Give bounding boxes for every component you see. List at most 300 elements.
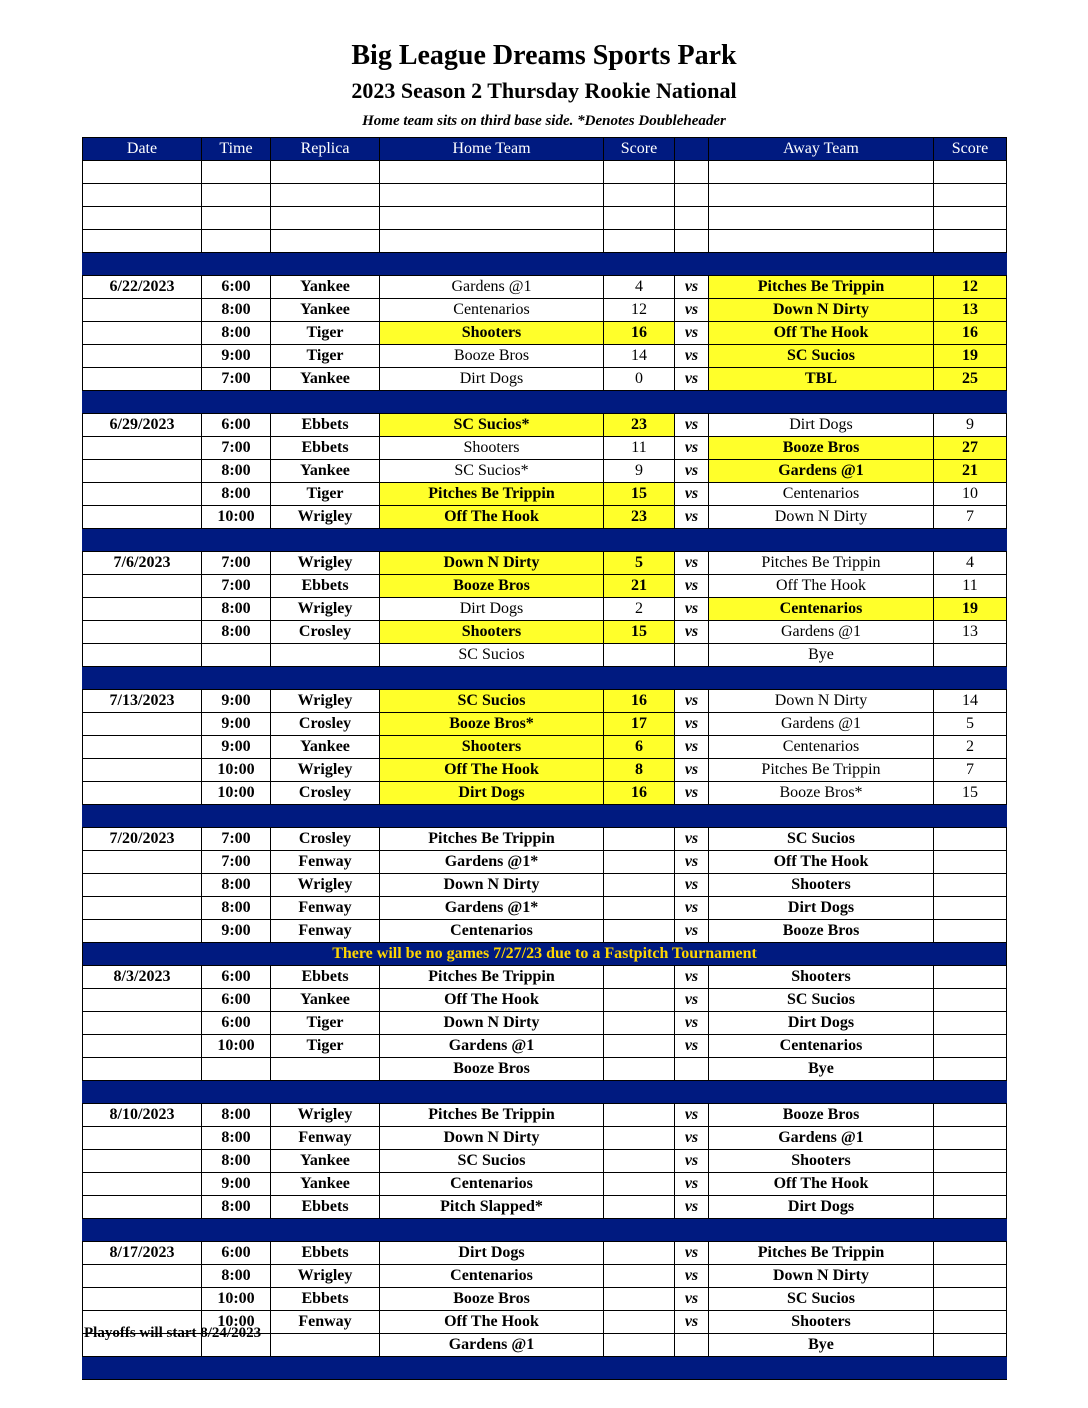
away-score-cell	[934, 1311, 1007, 1334]
empty-cell	[709, 161, 934, 184]
away-score-cell: 10	[934, 483, 1007, 506]
date-cell	[83, 437, 202, 460]
time-cell: 6:00	[202, 966, 271, 989]
empty-row	[83, 161, 1007, 184]
separator-cell	[709, 805, 934, 828]
home-score-cell: 17	[604, 713, 675, 736]
separator-cell	[675, 805, 709, 828]
replica-cell: Fenway	[271, 897, 380, 920]
time-cell: 9:00	[202, 736, 271, 759]
game-row	[83, 460, 1007, 483]
home-team-cell: Dirt Dogs	[380, 598, 604, 621]
away-team-cell: Booze Bros	[709, 437, 934, 460]
playoffs-note: Playoffs will start 8/24/2023	[84, 1325, 262, 1341]
empty-cell	[271, 161, 380, 184]
away-team-cell: Pitches Be Trippin	[709, 759, 934, 782]
date-cell	[83, 1058, 202, 1081]
date-cell	[83, 368, 202, 391]
vs-cell: vs	[675, 460, 709, 483]
away-score-cell: 19	[934, 345, 1007, 368]
empty-row	[83, 230, 1007, 253]
replica-cell: Yankee	[271, 368, 380, 391]
away-team-cell: Booze Bros	[709, 920, 934, 943]
replica-cell: Ebbets	[271, 1288, 380, 1311]
home-score-cell	[604, 966, 675, 989]
home-team-cell: Gardens @1	[380, 1035, 604, 1058]
empty-cell	[380, 184, 604, 207]
game-row	[83, 1242, 1007, 1265]
home-score-cell	[604, 989, 675, 1012]
home-team-cell: Off The Hook	[380, 1311, 604, 1334]
time-cell: 7:00	[202, 552, 271, 575]
separator-cell	[934, 391, 1007, 414]
home-score-cell: 16	[604, 782, 675, 805]
date-cell	[83, 483, 202, 506]
replica-cell: Yankee	[271, 299, 380, 322]
date-cell	[83, 851, 202, 874]
time-cell: 8:00	[202, 322, 271, 345]
separator-cell	[202, 253, 271, 276]
away-score-cell: 27	[934, 437, 1007, 460]
vs-cell: vs	[675, 368, 709, 391]
date-cell	[83, 1127, 202, 1150]
week-separator-row	[83, 1219, 1007, 1242]
replica-cell: Tiger	[271, 483, 380, 506]
week-separator-row	[83, 529, 1007, 552]
separator-cell	[709, 1357, 934, 1380]
separator-cell	[271, 529, 380, 552]
separator-cell	[934, 667, 1007, 690]
week-separator-row	[83, 253, 1007, 276]
away-score-cell	[934, 1127, 1007, 1150]
away-score-cell	[934, 1288, 1007, 1311]
empty-cell	[934, 207, 1007, 230]
header-time: Time	[202, 138, 271, 161]
separator-cell	[934, 1081, 1007, 1104]
empty-cell	[709, 207, 934, 230]
vs-cell	[675, 1334, 709, 1357]
date-cell	[83, 1196, 202, 1219]
vs-cell: vs	[675, 276, 709, 299]
home-score-cell: 23	[604, 414, 675, 437]
page-subtitle: 2023 Season 2 Thursday Rookie National	[351, 78, 737, 103]
away-score-cell	[934, 1242, 1007, 1265]
home-score-cell	[604, 1173, 675, 1196]
home-team-cell: Shooters	[380, 621, 604, 644]
away-score-cell: 13	[934, 299, 1007, 322]
separator-cell	[380, 805, 604, 828]
away-score-cell	[934, 644, 1007, 667]
time-cell: 8:00	[202, 483, 271, 506]
separator-cell	[604, 1357, 675, 1380]
game-row	[83, 989, 1007, 1012]
date-cell	[83, 897, 202, 920]
empty-cell	[604, 207, 675, 230]
vs-cell: vs	[675, 828, 709, 851]
empty-cell	[271, 207, 380, 230]
away-team-cell: Off The Hook	[709, 322, 934, 345]
away-team-cell: Gardens @1	[709, 713, 934, 736]
replica-cell: Tiger	[271, 1012, 380, 1035]
replica-cell: Wrigley	[271, 552, 380, 575]
game-row	[83, 1058, 1007, 1081]
separator-cell	[604, 1081, 675, 1104]
header-replica: Replica	[271, 138, 380, 161]
home-score-cell: 23	[604, 506, 675, 529]
home-score-cell: 9	[604, 460, 675, 483]
separator-cell	[83, 667, 202, 690]
home-team-cell: Down N Dirty	[380, 1012, 604, 1035]
game-row	[83, 1035, 1007, 1058]
time-cell: 7:00	[202, 828, 271, 851]
home-score-cell	[604, 874, 675, 897]
away-score-cell: 13	[934, 621, 1007, 644]
vs-cell: vs	[675, 966, 709, 989]
vs-cell: vs	[675, 414, 709, 437]
home-team-cell: Pitches Be Trippin	[380, 1104, 604, 1127]
date-cell	[83, 874, 202, 897]
game-row	[83, 276, 1007, 299]
date-cell	[83, 736, 202, 759]
empty-cell	[934, 230, 1007, 253]
separator-cell	[202, 1219, 271, 1242]
separator-cell	[380, 1219, 604, 1242]
separator-cell	[271, 253, 380, 276]
date-cell: 7/13/2023	[83, 690, 202, 713]
time-cell: 9:00	[202, 690, 271, 713]
away-score-cell: 15	[934, 782, 1007, 805]
home-score-cell: 16	[604, 690, 675, 713]
game-row	[83, 736, 1007, 759]
game-row	[83, 621, 1007, 644]
separator-cell	[934, 253, 1007, 276]
away-score-cell: 9	[934, 414, 1007, 437]
empty-cell	[675, 184, 709, 207]
no-games-notice: There will be no games 7/27/23 due to a Fastpitch Tournament	[83, 943, 1007, 966]
game-row	[83, 437, 1007, 460]
empty-row	[83, 184, 1007, 207]
empty-cell	[83, 230, 202, 253]
away-team-cell: Dirt Dogs	[709, 897, 934, 920]
home-score-cell: 21	[604, 575, 675, 598]
separator-cell	[202, 391, 271, 414]
game-row	[83, 575, 1007, 598]
week-separator-row	[83, 1357, 1007, 1380]
separator-cell	[380, 391, 604, 414]
separator-cell	[83, 1219, 202, 1242]
separator-cell	[675, 1081, 709, 1104]
vs-cell: vs	[675, 1265, 709, 1288]
vs-cell: vs	[675, 1173, 709, 1196]
replica-cell: Ebbets	[271, 1242, 380, 1265]
empty-cell	[604, 230, 675, 253]
away-score-cell	[934, 1265, 1007, 1288]
away-score-cell	[934, 1035, 1007, 1058]
away-score-cell: 2	[934, 736, 1007, 759]
date-cell	[83, 782, 202, 805]
time-cell	[202, 1058, 271, 1081]
home-team-cell: Off The Hook	[380, 989, 604, 1012]
home-team-cell: Dirt Dogs	[380, 782, 604, 805]
home-score-cell	[604, 1265, 675, 1288]
home-score-cell: 2	[604, 598, 675, 621]
empty-cell	[709, 184, 934, 207]
separator-cell	[83, 529, 202, 552]
away-score-cell	[934, 966, 1007, 989]
separator-cell	[271, 805, 380, 828]
replica-cell: Fenway	[271, 920, 380, 943]
vs-cell: vs	[675, 1196, 709, 1219]
date-cell	[83, 713, 202, 736]
away-score-cell	[934, 874, 1007, 897]
date-cell: 8/3/2023	[83, 966, 202, 989]
separator-cell	[271, 667, 380, 690]
away-team-cell: Dirt Dogs	[709, 1012, 934, 1035]
home-team-cell: SC Sucios	[380, 1150, 604, 1173]
home-team-cell: Dirt Dogs	[380, 1242, 604, 1265]
empty-cell	[271, 184, 380, 207]
vs-cell: vs	[675, 690, 709, 713]
home-team-cell: Dirt Dogs	[380, 368, 604, 391]
away-team-cell: Centenarios	[709, 736, 934, 759]
away-score-cell: 5	[934, 713, 1007, 736]
away-score-cell	[934, 1196, 1007, 1219]
home-team-cell: SC Sucios*	[380, 460, 604, 483]
home-team-cell: Booze Bros	[380, 345, 604, 368]
replica-cell: Fenway	[271, 1311, 380, 1334]
home-team-cell: SC Sucios	[380, 690, 604, 713]
home-team-cell: Down N Dirty	[380, 874, 604, 897]
time-cell: 6:00	[202, 1242, 271, 1265]
home-score-cell: 15	[604, 621, 675, 644]
home-team-cell: Pitch Slapped*	[380, 1196, 604, 1219]
time-cell: 8:00	[202, 299, 271, 322]
separator-cell	[271, 1357, 380, 1380]
empty-cell	[934, 161, 1007, 184]
home-score-cell	[604, 920, 675, 943]
game-row	[83, 598, 1007, 621]
home-team-cell: Gardens @1*	[380, 851, 604, 874]
replica-cell: Ebbets	[271, 575, 380, 598]
separator-cell	[709, 529, 934, 552]
time-cell: 7:00	[202, 437, 271, 460]
away-team-cell: Down N Dirty	[709, 299, 934, 322]
away-score-cell	[934, 1173, 1007, 1196]
separator-cell	[202, 805, 271, 828]
separator-cell	[380, 1081, 604, 1104]
away-score-cell: 16	[934, 322, 1007, 345]
replica-cell: Yankee	[271, 460, 380, 483]
home-score-cell	[604, 1127, 675, 1150]
away-team-cell: Bye	[709, 1334, 934, 1357]
game-row	[83, 345, 1007, 368]
home-team-cell: Centenarios	[380, 299, 604, 322]
time-cell: 8:00	[202, 874, 271, 897]
week-separator-row	[83, 391, 1007, 414]
time-cell	[202, 644, 271, 667]
home-team-cell: Pitches Be Trippin	[380, 483, 604, 506]
home-team-cell: Down N Dirty	[380, 552, 604, 575]
schedule-table	[82, 137, 1007, 1380]
time-cell: 7:00	[202, 368, 271, 391]
away-score-cell: 14	[934, 690, 1007, 713]
game-row	[83, 414, 1007, 437]
date-cell	[83, 621, 202, 644]
away-team-cell: Gardens @1	[709, 460, 934, 483]
home-team-cell: Gardens @1	[380, 276, 604, 299]
game-row	[83, 1196, 1007, 1219]
game-row	[83, 483, 1007, 506]
away-team-cell: Shooters	[709, 966, 934, 989]
home-team-cell: SC Sucios*	[380, 414, 604, 437]
empty-cell	[675, 230, 709, 253]
date-cell: 8/17/2023	[83, 1242, 202, 1265]
empty-cell	[83, 184, 202, 207]
vs-cell: vs	[675, 1311, 709, 1334]
vs-cell: vs	[675, 1012, 709, 1035]
home-team-cell: Centenarios	[380, 1265, 604, 1288]
game-row	[83, 299, 1007, 322]
vs-cell: vs	[675, 552, 709, 575]
vs-cell: vs	[675, 1150, 709, 1173]
home-score-cell: 14	[604, 345, 675, 368]
header-vs	[675, 138, 709, 161]
separator-cell	[675, 1219, 709, 1242]
game-row	[83, 368, 1007, 391]
separator-cell	[604, 805, 675, 828]
away-team-cell: SC Sucios	[709, 1288, 934, 1311]
time-cell: 8:00	[202, 621, 271, 644]
time-cell: 10:00	[202, 1311, 271, 1334]
separator-cell	[675, 667, 709, 690]
away-score-cell	[934, 1150, 1007, 1173]
time-cell: 6:00	[202, 989, 271, 1012]
vs-cell: vs	[675, 874, 709, 897]
separator-cell	[202, 667, 271, 690]
game-row	[83, 897, 1007, 920]
separator-cell	[202, 1357, 271, 1380]
separator-cell	[709, 253, 934, 276]
away-team-cell: Off The Hook	[709, 1173, 934, 1196]
game-row	[83, 851, 1007, 874]
separator-cell	[604, 253, 675, 276]
home-team-cell: Booze Bros	[380, 1288, 604, 1311]
replica-cell: Ebbets	[271, 437, 380, 460]
away-team-cell: Centenarios	[709, 1035, 934, 1058]
away-score-cell	[934, 897, 1007, 920]
date-cell: 6/22/2023	[83, 276, 202, 299]
away-team-cell: Centenarios	[709, 598, 934, 621]
away-score-cell	[934, 920, 1007, 943]
replica-cell: Crosley	[271, 713, 380, 736]
vs-cell	[675, 644, 709, 667]
home-score-cell: 4	[604, 276, 675, 299]
replica-cell: Wrigley	[271, 690, 380, 713]
time-cell: 7:00	[202, 575, 271, 598]
replica-cell: Fenway	[271, 1127, 380, 1150]
time-cell: 10:00	[202, 1288, 271, 1311]
replica-cell: Yankee	[271, 736, 380, 759]
replica-cell: Ebbets	[271, 966, 380, 989]
separator-cell	[83, 253, 202, 276]
empty-cell	[202, 161, 271, 184]
separator-cell	[709, 667, 934, 690]
separator-cell	[604, 1219, 675, 1242]
date-cell	[83, 299, 202, 322]
replica-cell: Tiger	[271, 322, 380, 345]
date-cell	[83, 322, 202, 345]
date-cell: 6/29/2023	[83, 414, 202, 437]
week-separator-row	[83, 1081, 1007, 1104]
time-cell: 6:00	[202, 1012, 271, 1035]
header-away-score: Score	[934, 138, 1007, 161]
date-cell	[83, 1288, 202, 1311]
separator-cell	[380, 253, 604, 276]
away-team-cell: Dirt Dogs	[709, 414, 934, 437]
away-team-cell: Pitches Be Trippin	[709, 552, 934, 575]
home-team-cell: Pitches Be Trippin	[380, 966, 604, 989]
home-team-cell: Gardens @1*	[380, 897, 604, 920]
away-team-cell: Dirt Dogs	[709, 1196, 934, 1219]
replica-cell: Tiger	[271, 1035, 380, 1058]
away-score-cell	[934, 828, 1007, 851]
home-team-cell: Centenarios	[380, 1173, 604, 1196]
home-score-cell	[604, 851, 675, 874]
replica-cell: Crosley	[271, 782, 380, 805]
home-team-cell: Booze Bros	[380, 1058, 604, 1081]
header-date: Date	[83, 138, 202, 161]
time-cell: 9:00	[202, 920, 271, 943]
game-row	[83, 552, 1007, 575]
vs-cell: vs	[675, 1104, 709, 1127]
replica-cell	[271, 1334, 380, 1357]
vs-cell: vs	[675, 598, 709, 621]
game-row	[83, 506, 1007, 529]
separator-cell	[83, 805, 202, 828]
separator-cell	[202, 1081, 271, 1104]
game-row	[83, 1150, 1007, 1173]
separator-cell	[271, 391, 380, 414]
away-team-cell: Pitches Be Trippin	[709, 1242, 934, 1265]
replica-cell: Wrigley	[271, 1265, 380, 1288]
away-team-cell: Shooters	[709, 1150, 934, 1173]
home-score-cell: 5	[604, 552, 675, 575]
separator-cell	[675, 1357, 709, 1380]
separator-cell	[934, 1357, 1007, 1380]
game-row	[83, 322, 1007, 345]
home-score-cell	[604, 1058, 675, 1081]
replica-cell: Wrigley	[271, 759, 380, 782]
vs-cell: vs	[675, 897, 709, 920]
replica-cell	[271, 644, 380, 667]
empty-cell	[202, 184, 271, 207]
game-row	[83, 1127, 1007, 1150]
replica-cell: Wrigley	[271, 1104, 380, 1127]
time-cell: 6:00	[202, 414, 271, 437]
date-cell: 8/10/2023	[83, 1104, 202, 1127]
empty-cell	[380, 161, 604, 184]
date-cell	[83, 575, 202, 598]
replica-cell: Yankee	[271, 276, 380, 299]
vs-cell: vs	[675, 989, 709, 1012]
home-team-cell: Off The Hook	[380, 506, 604, 529]
schedule-body	[83, 161, 1007, 1380]
away-team-cell: Shooters	[709, 1311, 934, 1334]
away-score-cell	[934, 851, 1007, 874]
away-score-cell: 7	[934, 506, 1007, 529]
time-cell: 8:00	[202, 598, 271, 621]
game-row	[83, 1173, 1007, 1196]
